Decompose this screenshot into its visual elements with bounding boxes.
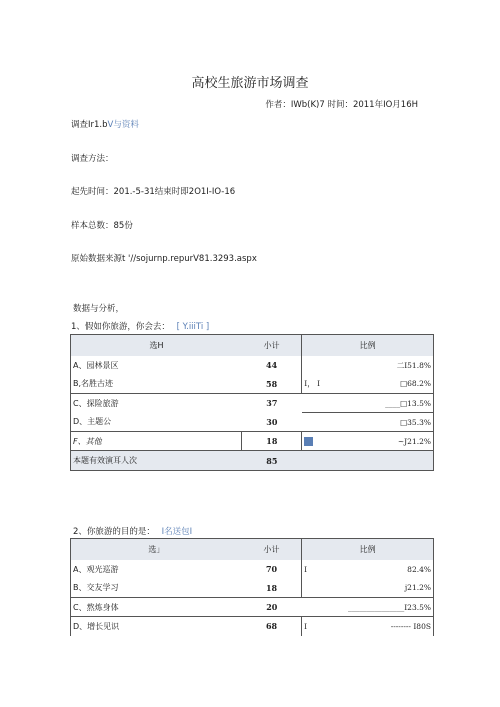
q2-row-mark: I [304, 621, 308, 631]
q2-row-count: 20 [242, 598, 302, 617]
q2-row-ratio: 82.4% [407, 564, 431, 574]
q2-header-option: 选」 [71, 539, 242, 560]
q1-row-option: A、园林景区 [71, 356, 242, 375]
q2-title [73, 525, 192, 537]
q1-row-option: B,名胜古迹 [71, 375, 242, 394]
q2-row-ratio-cell [302, 560, 434, 579]
q2-header-row [71, 539, 434, 560]
q1-header-count: 小计 [242, 335, 302, 356]
q2-row-ratio-cell [302, 617, 434, 636]
table-row [71, 579, 434, 598]
q2-tag[interactable]: I名送包I [161, 527, 193, 537]
q1-results-table [70, 334, 434, 471]
q2-row-count: 68 [265, 621, 278, 632]
q1-header-ratio: 比例 [302, 335, 434, 356]
q1-row-option: C、探险旅游 [71, 394, 242, 413]
q2-row-count: 70 [265, 564, 278, 574]
sample-line: 样本总数：85份 [71, 221, 133, 231]
source-line: 原始数据来源t '//sojurnp.repurV81.3293.aspx [71, 254, 257, 264]
q1-header-option: 选H [71, 335, 242, 356]
q1-row-ratio: ~J21.2% [397, 436, 431, 446]
q1-row-ratio: ____□13.5% [302, 394, 434, 413]
survey-link[interactable]: V与资料 [107, 120, 139, 130]
q2-title-text: 2、你旅游的目的是： [73, 527, 155, 537]
q1-tag[interactable]: [ Y.iiiTi ] [176, 322, 210, 332]
q2-row-count: 18 [242, 579, 302, 598]
author-time-line: 作者：IWb(K)7 时间：2011年IO月16H [265, 100, 418, 110]
q1-footer-row [71, 451, 434, 471]
table-row [71, 356, 434, 375]
q2-row-ratio: j21.2% [302, 579, 434, 598]
q2-row-mark: I [304, 564, 308, 574]
table-row [71, 560, 434, 579]
ratio-bar [304, 437, 313, 446]
q1-header-row [71, 335, 434, 356]
table-row [71, 617, 434, 636]
q2-row-ratio: -------- I80S [390, 621, 431, 631]
table-row [71, 375, 434, 394]
q1-title [71, 320, 209, 332]
q1-footer-ratio [302, 451, 434, 471]
q1-row-ratio: 二I51.8% [302, 356, 434, 375]
q2-results-table [70, 538, 434, 636]
q1-row-mark: I， I [304, 379, 321, 389]
q1-row-ratio: □68.2% [400, 379, 431, 389]
time-line: 起先时间：201.-5-31结束时即2O1I-IO-16 [71, 187, 236, 197]
q2-row-ratio: _______________I23.5% [302, 598, 434, 617]
q2-row-option: B、交友学习 [71, 579, 242, 598]
q2-header-ratio: 比例 [302, 539, 434, 560]
q2-row-option: C、熬炼身体 [71, 598, 242, 617]
q2-row-option: A、观光巡游 [71, 560, 242, 579]
q1-footer-count: 85 [242, 451, 302, 471]
table-row [71, 394, 434, 413]
q1-row-count: 30 [242, 413, 302, 432]
survey-link-line [71, 118, 139, 130]
q1-row-count: 58 [242, 375, 302, 394]
q1-row-option: F、其他 [71, 432, 242, 451]
q2-header-count: 小计 [242, 539, 302, 560]
q1-footer-label: 本题有效演耳人次 [71, 451, 242, 471]
q1-title-text: 1、假如你旅游，你会去： [71, 322, 170, 332]
survey-link-prefix: 调查Ir1.b [71, 120, 108, 130]
table-row [71, 432, 434, 451]
q1-row-count: 44 [266, 360, 278, 370]
q1-row-ratio-cell [302, 432, 434, 451]
table-row [71, 598, 434, 617]
q1-row-ratio: □35.3% [302, 413, 434, 432]
analysis-label: 数据与分析， [73, 304, 125, 314]
method-label: 调查方法： [71, 154, 114, 164]
q2-row-option: D、增长见识 [71, 617, 242, 636]
table-row [71, 413, 434, 432]
q1-row-option: D、主题公 [71, 413, 242, 432]
q1-row-ratio-cell [302, 375, 434, 394]
document-title: 高校生旅游市场调查 [191, 76, 309, 91]
q1-row-count: 18 [242, 432, 302, 451]
q1-row-count: 37 [266, 398, 278, 409]
